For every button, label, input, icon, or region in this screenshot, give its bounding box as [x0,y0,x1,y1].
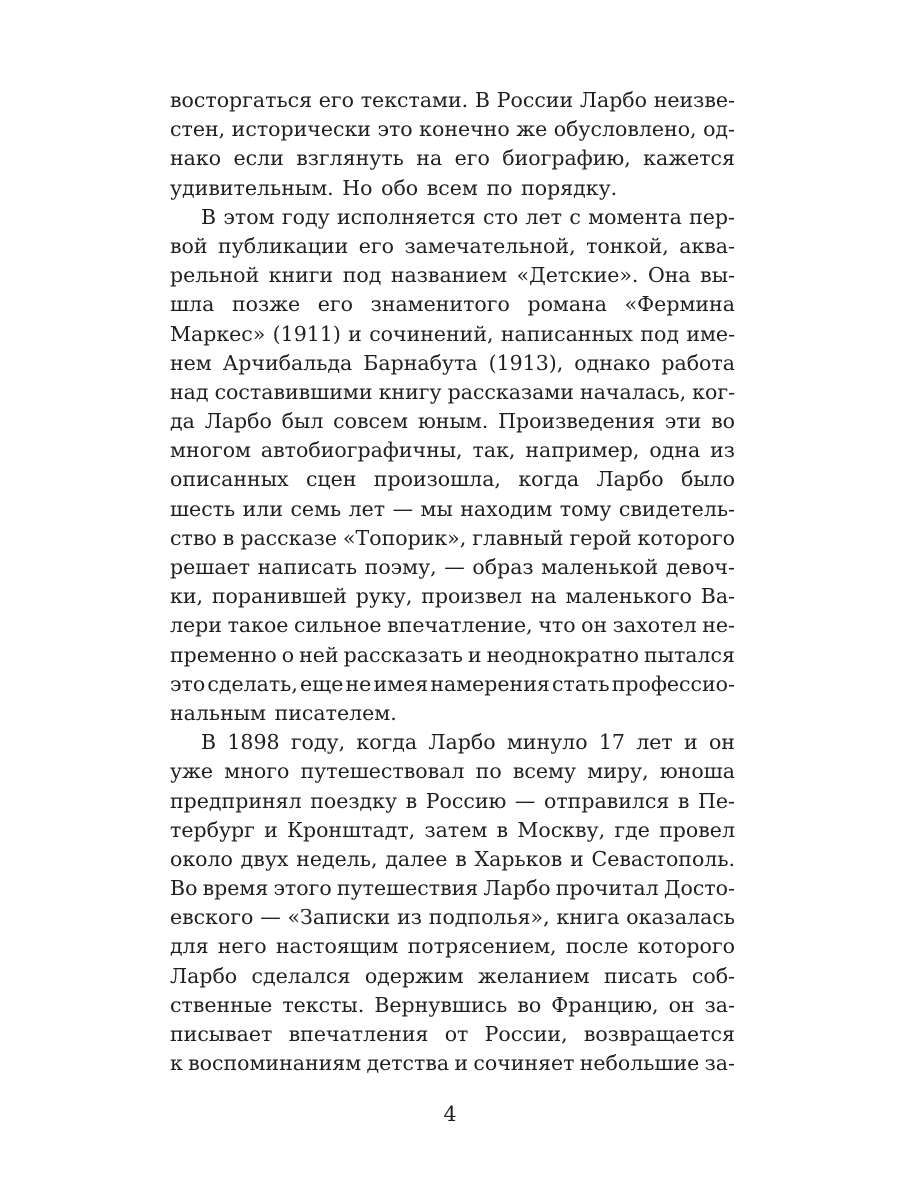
text-line: восторгаться его текстами. В России Ларбо неизве- [170,88,735,112]
text-line: решает написать поэму, — образ маленькой девоч- [170,555,735,579]
text-line: писывает впечатления от России, возвращается [170,1022,735,1046]
text-line: ственные тексты. Вернувшись во Францию, он за- [170,992,735,1017]
text-line: описанных сцен произошла, когда Ларбо было [170,467,735,492]
text-line: Маркес» (1911) и сочинений, написанных под име- [170,321,735,346]
text-line: да Ларбо был совсем юным. Произведения эти во [170,409,735,434]
text-line: это сделать, еще не имея намерения стать профессио- [170,671,735,696]
text-line: лери такое сильное впечатление, что он захотел не- [170,613,735,638]
text-line: нальным писателем. [170,700,397,725]
text-line: евского — «Записки из подполья», книга оказалась [170,905,735,930]
text-line: нако если взглянуть на его биографию, кажется [170,146,735,171]
text-line: над составившими книгу рассказами началась, ког- [170,379,735,404]
text-line: нем Арчибальда Барнабута (1913), однако работа [170,350,735,375]
text-line: ство в рассказе «Топорик», главный герой которого [170,525,735,550]
text-line: В этом году исполняется сто лет с момента пер- [201,204,735,229]
text-line: около двух недель, далее в Харьков и Севастополь. [170,846,735,871]
text-line: ки, поранившей руку, произвел на маленького Ва- [170,584,735,609]
text-line: тербург и Кронштадт, затем в Москву, где провел [170,817,735,842]
text-line: шесть или семь лет — мы находим тому свидетель- [170,496,735,521]
text-line: уже много путешествовал по всему миру, юноша [170,759,735,784]
text-line: Во время этого путешествия Ларбо прочитал Досто- [170,876,735,901]
text-line: Ларбо сделался одержим желанием писать соб- [170,963,735,988]
text-line: вой публикации его замечательной, тонкой, аква- [170,233,735,258]
text-line: предпринял поездку в Россию — отправился в Пе- [170,788,735,813]
text-line: шла позже его знаменитого романа «Фермина [170,292,735,317]
text-line: пременно о ней рассказать и неоднократно пытался [170,642,735,667]
body-text [170,86,735,1078]
text-line: В 1898 году, когда Ларбо минуло 17 лет и он [201,730,735,755]
text-line: к воспоминаниям детства и сочиняет небольшие за- [170,1051,735,1076]
text-line: удивительным. Но обо всем по порядку. [170,175,618,200]
paragraph [170,86,735,203]
text-line: рельной книги под названием «Детские». Она вы- [170,263,735,288]
text-line: многом автобиографичны, так, например, одна из [170,438,735,463]
text-line: стен, исторически это конечно же обусловлено, од- [170,117,735,142]
paragraph [170,203,735,728]
page-number: 4 [443,1102,457,1126]
text-line: для него настоящим потрясением, после которого [170,934,735,959]
paragraph [170,728,735,1078]
